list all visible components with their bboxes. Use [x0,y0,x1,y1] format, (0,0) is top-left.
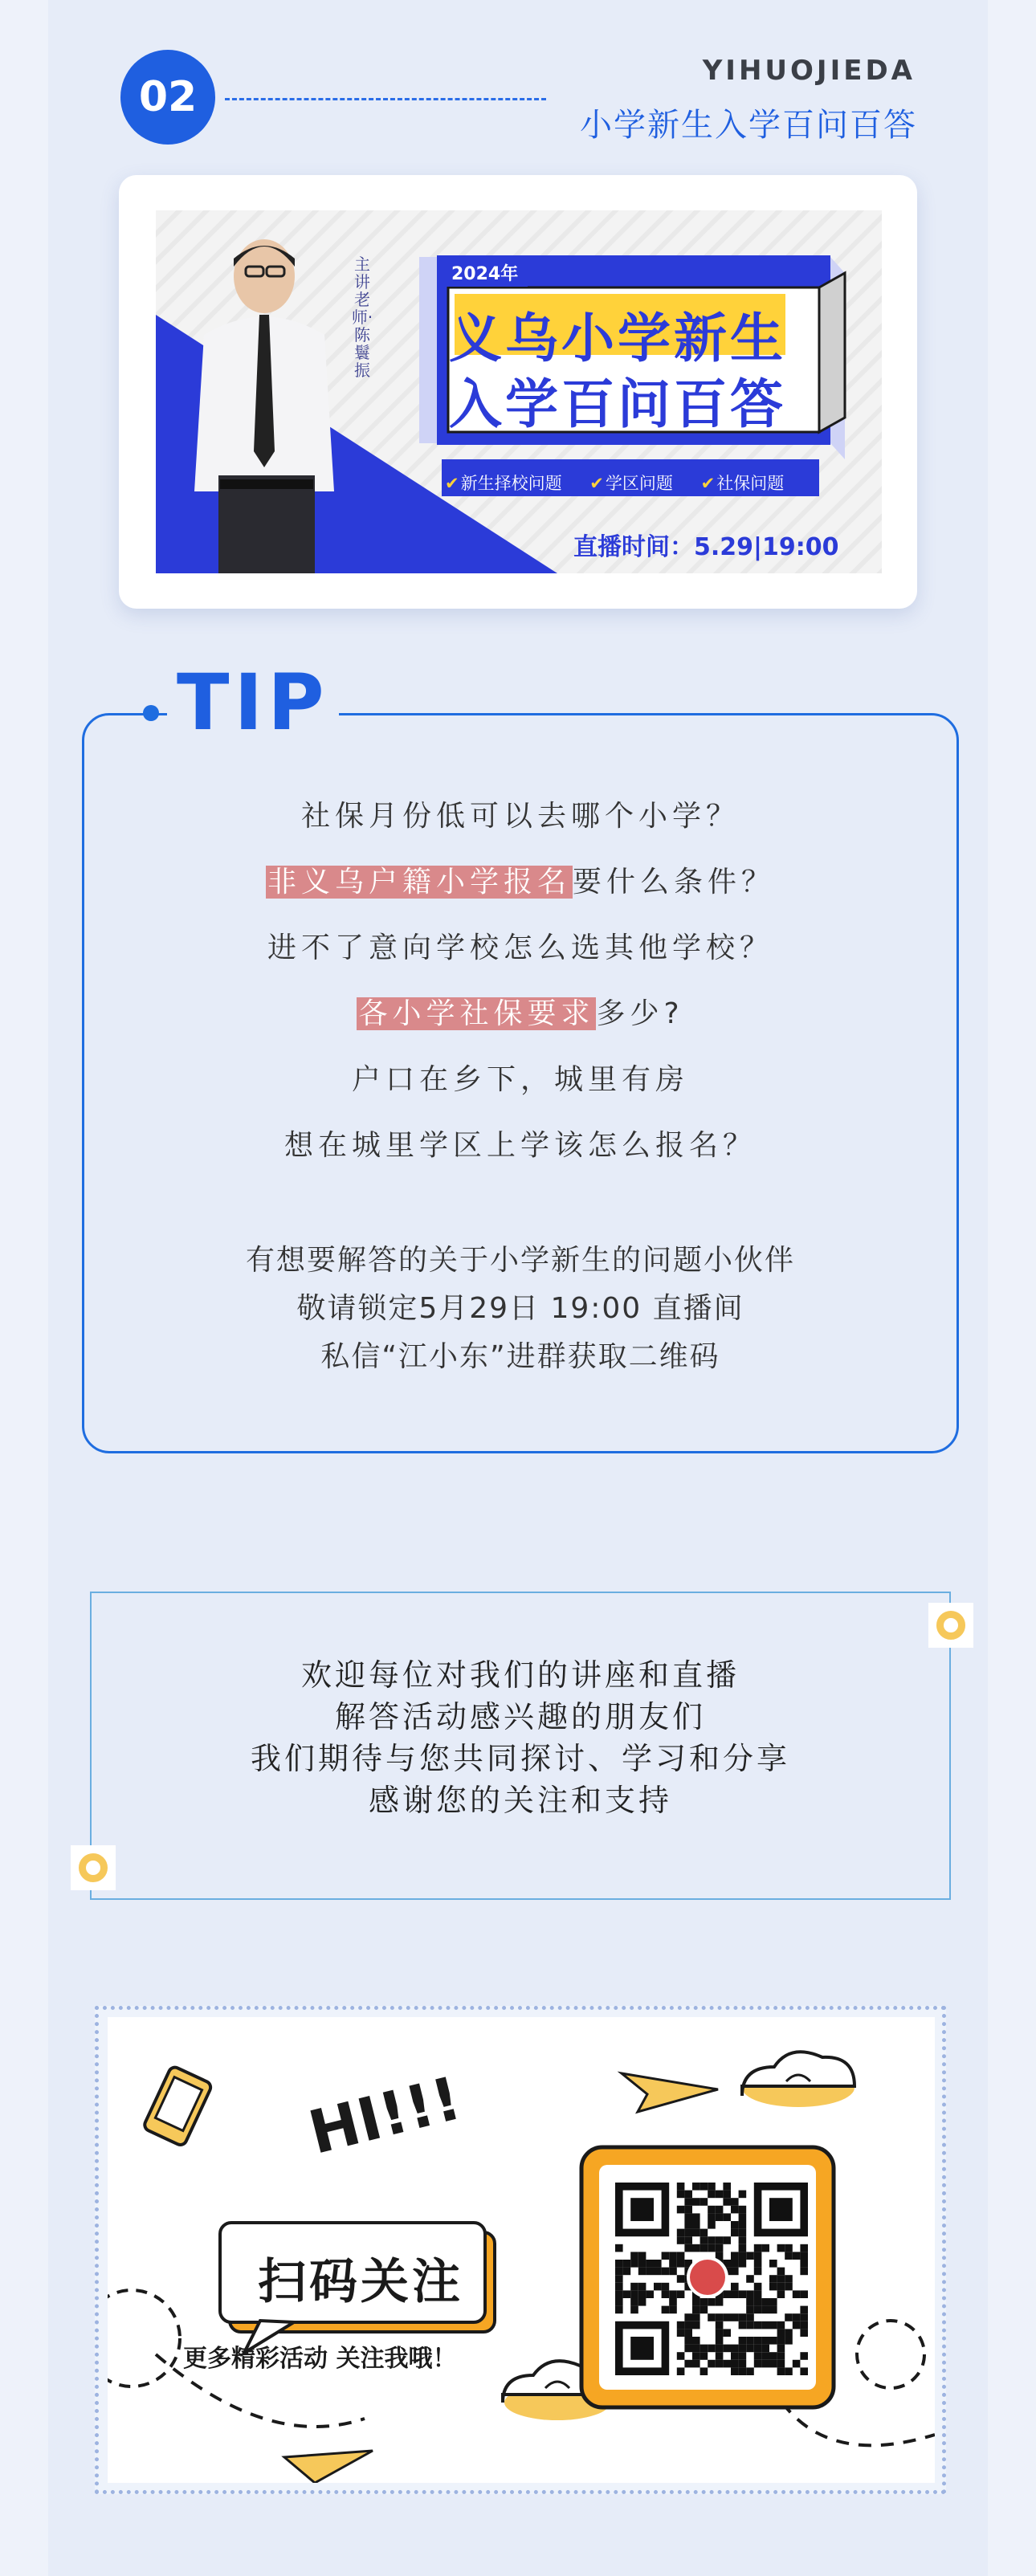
tip-footer-line: 有想要解答的关于小学新生的问题小伙伴 [245,1244,795,1277]
question-item: 非义乌户籍小学报名要什么条件？ [267,866,776,899]
checkmark-icon: ✔ [700,474,716,493]
dashed-circle-decoration [108,2290,180,2386]
welcome-line: 我们期待与您共同探讨、学习和分享 [250,1741,790,1776]
banner-title-line1: 义乌小学新生 [449,308,786,369]
welcome-line: 解答活动感兴趣的朋友们 [334,1699,706,1734]
tip-footer [82,1237,959,1381]
topic-chip: ✔新生择校问题 [445,474,562,493]
highlighted-text: 非义乌户籍小学报名 [267,866,571,899]
checkmark-icon: ✔ [589,474,604,493]
scan-title: 扫码关注 [258,2254,463,2310]
banner-title-line2: 入学百问百答 [449,373,786,435]
question-list [82,795,959,1190]
welcome-line: 感谢您的关注和支持 [368,1783,672,1818]
hi-text: HI!!! [302,2064,468,2168]
qr-section [108,2017,935,2483]
tip-footer-line: 敬请锁定5月29日 19:00 直播间 [296,1292,744,1325]
welcome-text [90,1654,951,1821]
live-time: 直播时间：5.29|19:00 [573,533,839,561]
ring-icon [936,1611,965,1640]
banner-year: 2024年 [442,259,528,287]
cloud-icon [742,2052,854,2107]
qr-logo [690,2260,725,2295]
tip-title: TIP [167,658,339,747]
banner-topics [445,471,798,495]
checkmark-icon: ✔ [445,474,459,493]
header-dashed-divider [225,98,546,100]
question-item: 想在城里学区上学该怎么报名？ [283,1129,757,1162]
tip-dot [143,705,159,721]
highlighted-text: 各小学社保要求 [358,997,595,1030]
event-banner [156,210,882,573]
section-number-badge: 02 [120,50,215,145]
welcome-line: 欢迎每位对我们的讲座和直播 [300,1657,740,1693]
ring-icon [79,1853,108,1882]
header-subtitle: 小学新生入学百问百答 [580,107,917,144]
question-item: 各小学社保要求多少? [358,997,684,1030]
paper-plane-icon [622,2073,718,2112]
topic-chip: ✔学区问题 [589,474,673,493]
banner-card[interactable] [119,175,917,609]
question-item: 社保月份低可以去哪个小学？ [300,800,740,833]
phone-icon [143,2065,213,2147]
question-item: 户口在乡下，城里有房 [351,1063,689,1096]
header-brand: YIHUOJIEDA [702,55,916,87]
topic-chip: ✔社保问题 [700,474,785,493]
tip-footer-line: 私信“江小东”进群获取二维码 [320,1340,720,1373]
question-item: 进不了意向学校怎么选其他学校？ [267,931,773,964]
presenter-caption: 主讲老师·陈鬟振 [351,255,373,380]
paper-plane-icon [284,2451,373,2483]
dashed-circle-decoration [857,2321,924,2388]
scan-subtitle: 更多精彩活动 关注我哦！ [183,2345,457,2373]
